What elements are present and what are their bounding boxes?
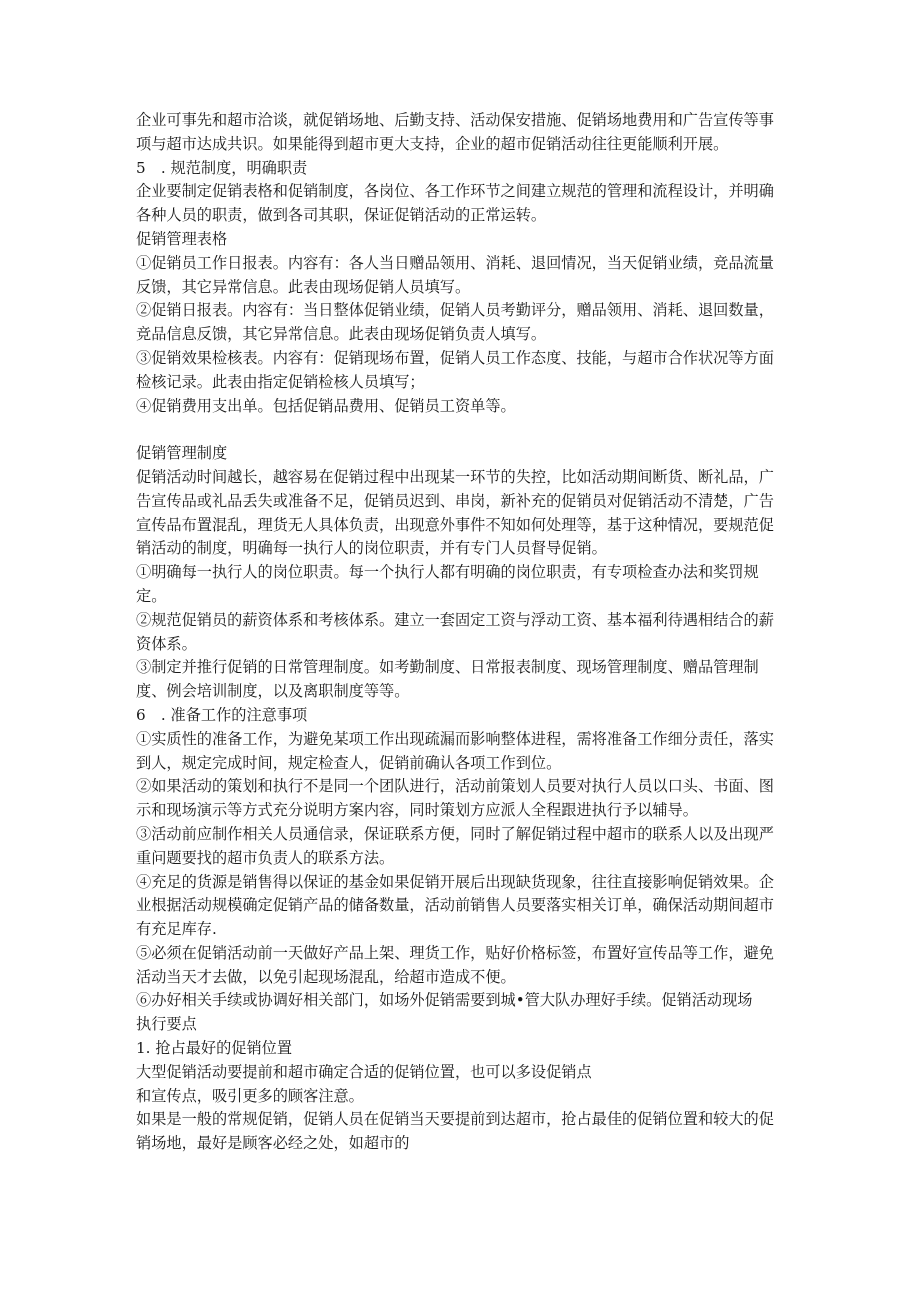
text-line: 反馈，其它异常信息。此表由现场促销人员填写。	[136, 277, 471, 296]
text-line: ②促销日报表。内容有：当日整体促销业绩，促销人员考勤评分，赠品领用、消耗、退回数量，	[136, 301, 774, 320]
text-line: 企业要制定促销表格和促销制度，各岗位、各工作环节之间建立规范的管理和流程设计，并明确	[136, 182, 774, 201]
subheading: 促销管理表格	[136, 229, 228, 248]
text-line: 有充足库存.	[136, 920, 217, 939]
text-line: 活动当天才去做，以免引起现场混乱，给超市造成不便。	[136, 967, 516, 986]
text-line: 各种人员的职责，做到各司其职，保证促销活动的正常运转。	[136, 206, 547, 225]
text-line: 促销活动时间越长，越容易在促销过程中出现某一环节的失控，比如活动期间断货、断礼品，广	[136, 467, 774, 486]
text-line: 竞品信息反馈，其它异常信息。此表由现场促销负责人填写。	[136, 325, 547, 344]
text-line: ③促销效果检核表。内容有：促销现场布置，促销人员工作态度、技能，与超市合作状况等方面	[136, 348, 774, 367]
text-line: ②规范促销员的薪资体系和考核体系。建立一套固定工资与浮动工资、基本福利待遇相结合的薪	[136, 610, 774, 629]
text-line: ⑥办好相关手续或协调好相关部门，如场外促销需要到城•管大队办理好手续。促销活动现场	[136, 991, 753, 1010]
section-heading: 5 . 规范制度，明确职责	[136, 158, 308, 177]
text-line: ④促销费用支出单。包括促销品费用、促销员工资单等。	[136, 396, 516, 415]
text-line: ①实质性的准备工作，为避免某项工作出现疏漏而影响整体进程，需将准备工作细分责任，落实	[136, 729, 774, 748]
document-body	[136, 109, 796, 1156]
text-line: 项与超市达成共识。如果能得到超市更大支持，企业的超市促销活动往往更能顺利开展。	[136, 134, 729, 153]
text-line: ①明确每一执行人的岗位职责。每一个执行人都有明确的岗位职责，有专项检查办法和奖罚规	[136, 563, 759, 582]
text-line: 如果是一般的常规促销，促销人员在促销当天要提前到达超市，抢占最佳的促销位置和较大的促	[136, 1110, 774, 1129]
text-line: ④充足的货源是销售得以保证的基金如果促销开展后出现缺货现象，往往直接影响促销效果。企	[136, 872, 774, 891]
text-line: 销场地，最好是顾客必经之处，如超市的	[136, 1134, 410, 1153]
text-line: 到人，规定完成时间，规定检查人，促销前确认各项工作到位。	[136, 753, 562, 772]
text-line: 检核记录。此表由指定促销检核人员填写；	[136, 372, 425, 391]
subheading: 促销管理制度	[136, 444, 228, 463]
text-line: 度、例会培训制度，以及离职制度等等。	[136, 682, 410, 701]
text-line: ②如果活动的策划和执行不是同一个团队进行，活动前策划人员要对执行人员以口头、书面、图	[136, 777, 774, 796]
text-line: ③制定并推行促销的日常管理制度。如考勤制度、日常报表制度、现场管理制度、赠品管理制	[136, 658, 759, 677]
text-line: 宣传品布置混乱，理货无人具体负责，出现意外事件不知如何处理等，基于这种情况，要规范促	[136, 515, 774, 534]
text-line: 重问题要找的超市负责人的联系方法。	[136, 848, 395, 867]
text-line: ③活动前应制作相关人员通信录，保证联系方便，同时了解促销过程中超市的联系人以及出现严	[136, 824, 774, 843]
text-line: 业根据活动规模确定促销产品的储备数量，活动前销售人员要落实相关订单，确保活动期间超市	[136, 896, 774, 915]
text-line: ①促销员工作日报表。内容有：各人当日赠品领用、消耗、退回情况，当天促销业绩，竞品流量	[136, 253, 774, 272]
text-line: 资体系。	[136, 634, 197, 653]
text-line: 告宣传品或礼品丢失或准备不足，促销员迟到、串岗，新补充的促销员对促销活动不清楚，广告	[136, 491, 774, 510]
text-line: 示和现场演示等方式充分说明方案内容，同时策划方应派人全程跟进执行予以辅导。	[136, 801, 698, 820]
blank-line	[136, 418, 796, 442]
subheading: 执行要点	[136, 1015, 197, 1034]
text-line: 和宣传点，吸引更多的顾客注意。	[136, 1086, 364, 1105]
text-line: 销活动的制度，明确每一执行人的岗位职责，并有专门人员督导促销。	[136, 539, 607, 558]
text-line: 大型促销活动要提前和超市确定合适的促销位置，也可以多设促销点	[136, 1062, 592, 1081]
text-line: ⑤必须在促销活动前一天做好产品上架、理货工作，贴好价格标签，布置好宣传品等工作，避免	[136, 943, 774, 962]
text-line: 企业可事先和超市洽谈，就促销场地、后勤支持、活动保安措施、促销场地费用和广告宣传等事	[136, 111, 774, 129]
section-heading: 6 . 准备工作的注意事项	[136, 705, 308, 724]
text-line: 定。	[136, 586, 167, 605]
section-heading: 1. 抢占最好的促销位置	[136, 1039, 293, 1058]
